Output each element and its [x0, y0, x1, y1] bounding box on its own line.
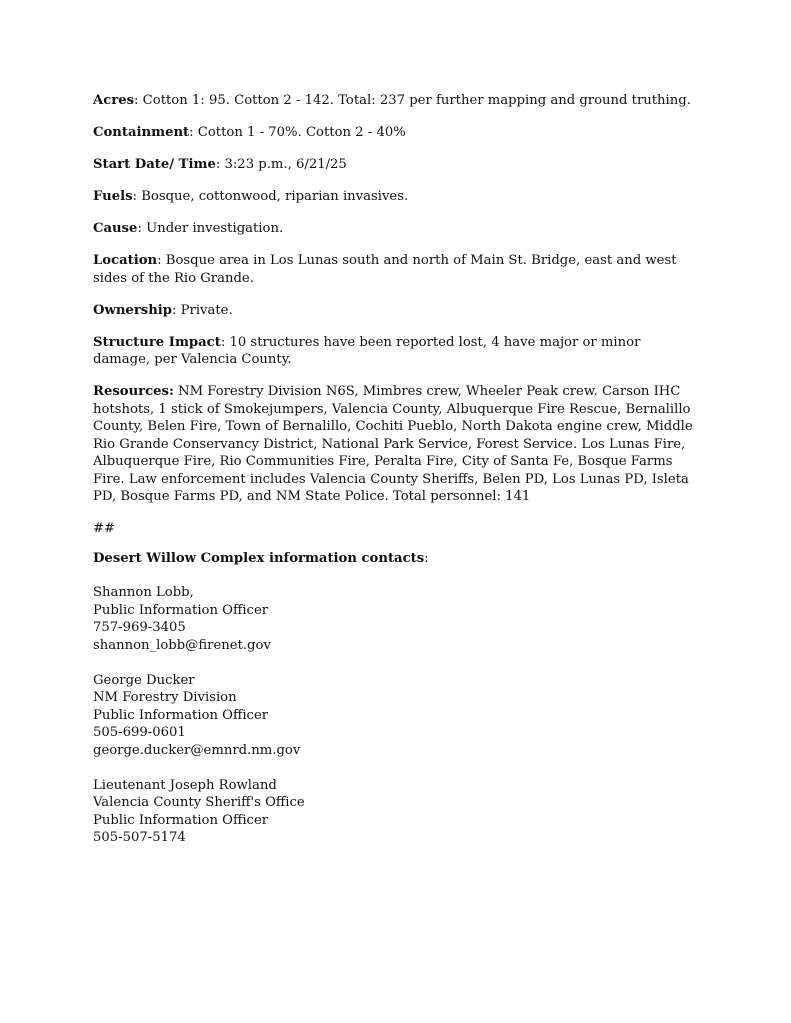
field-ownership — [93, 302, 699, 320]
contact-email: george.ducker@emnrd.nm.gov — [93, 742, 301, 758]
field-label: Fuels — [93, 189, 133, 204]
field-separator: : — [189, 125, 198, 140]
contact-block — [93, 672, 699, 760]
field-value: Private. — [180, 302, 233, 318]
contact-name: George Ducker — [93, 672, 195, 688]
field-separator: : — [137, 221, 147, 236]
contact-organization: NM Forestry Division — [93, 690, 237, 705]
contacts-heading-label: Desert Willow Complex information contacts — [93, 550, 425, 566]
field-start-date — [93, 156, 699, 174]
contact-title: Public Information Officer — [93, 602, 269, 618]
field-separator: : — [172, 302, 181, 318]
field-cause — [93, 220, 699, 238]
contact-phone: 505-507-5174 — [93, 830, 186, 845]
contact-title: Public Information Officer — [93, 812, 269, 828]
field-separator: : — [215, 157, 225, 172]
field-label: Acres — [93, 93, 135, 108]
field-separator: : — [134, 93, 143, 108]
field-label: Location — [93, 253, 158, 268]
field-label: Ownership — [93, 302, 173, 318]
field-containment — [93, 124, 699, 142]
contacts-heading-suffix: : — [424, 550, 429, 566]
field-value: Cotton 1 - 70%. Cotton 2 - 40% — [197, 125, 406, 140]
section-separator: ## — [93, 521, 116, 536]
contact-name: Shannon Lobb, — [93, 585, 194, 600]
contact-block — [93, 584, 699, 654]
field-value: 3:23 p.m., 6/21/25 — [224, 157, 347, 172]
contact-email: shannon_lobb@firenet.gov — [93, 637, 271, 653]
field-separator: : — [157, 253, 166, 268]
field-label: Start Date/ Time — [93, 157, 216, 172]
field-structure-impact — [93, 334, 699, 369]
contact-block — [93, 777, 699, 847]
field-fuels — [93, 188, 699, 206]
field-value: 10 structures have been reported lost, 4 have major or minor damage, per Valencia County. — [93, 334, 641, 367]
field-label: Containment — [93, 125, 190, 140]
field-value: Bosque area in Los Lunas south and north of Main St. Bridge, east and west sides of the Rio Grande. — [93, 253, 677, 286]
contact-phone: 757-969-3405 — [93, 620, 186, 635]
contact-title: Public Information Officer — [93, 707, 269, 723]
field-value: Bosque, cottonwood, riparian invasives. — [141, 189, 409, 204]
field-label: Structure Impact — [93, 334, 221, 350]
field-acres — [93, 92, 699, 110]
contact-organization: Valencia County Sheriff's Office — [93, 795, 305, 810]
field-label: Resources: — [93, 384, 174, 399]
field-value: NM Forestry Division N6S, Mimbres crew, Wheeler Peak crew. Carson IHC hotshots, 1 stick of Smokejumpers, Valencia County, Albuquerque Fire Rescue, Bernalillo County, Belen Fire, Town of Bernalillo, Cochiti Pueblo, North Dakota engine crew, Middle Rio Grande Conservancy District, National Park Service, Forest Service. Los Lunas Fire, Albuquerque Fire, Rio Communities Fire, Peralta Fire, City of Santa Fe, Bosque Farms Fire. Law enforcement includes Valencia County Sheriffs, Belen PD, Los Lunas PD, Isleta PD, Bosque Farms PD, and NM State Police. Total personnel: 141 — [93, 384, 693, 504]
field-resources — [93, 383, 699, 506]
field-separator: : — [220, 334, 230, 350]
field-label: Cause — [93, 221, 138, 236]
field-separator: : — [132, 189, 142, 204]
field-value: Cotton 1: 95. Cotton 2 - 142. Total: 237 per further mapping and ground truthing. — [142, 93, 691, 108]
contact-name: Lieutenant Joseph Rowland — [93, 777, 277, 793]
field-location — [93, 252, 699, 287]
document-page — [93, 92, 699, 864]
contacts-heading — [93, 550, 699, 568]
field-value: Under investigation. — [146, 221, 284, 236]
contact-phone: 505-699-0601 — [93, 725, 186, 740]
